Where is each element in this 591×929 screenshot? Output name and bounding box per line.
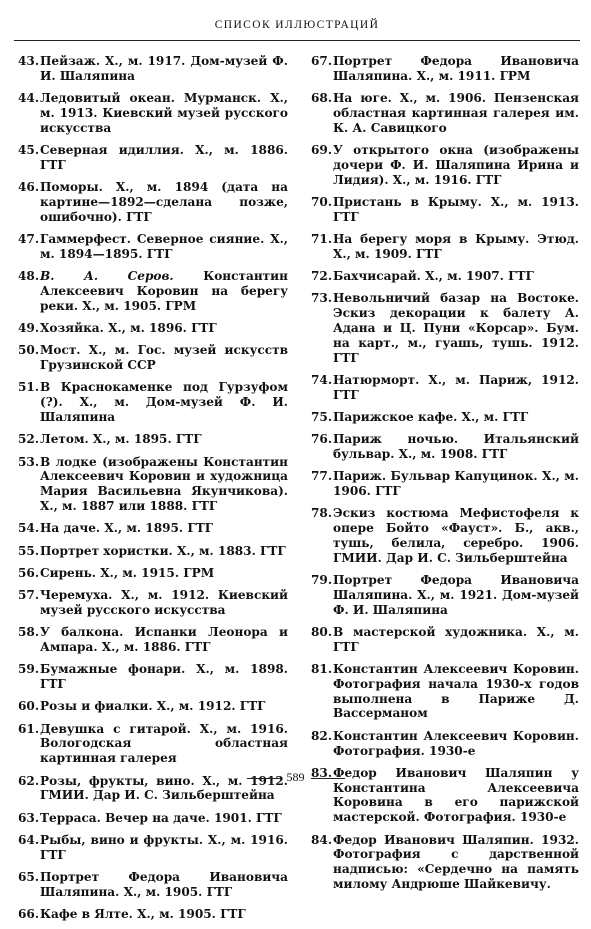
item-caption bbox=[40, 321, 288, 336]
list-item bbox=[18, 343, 288, 373]
item-text: Мост. Х., м. Гос. музей искусств Грузинской ССР bbox=[40, 343, 288, 373]
list-item bbox=[18, 625, 288, 655]
item-number: 79. bbox=[311, 573, 333, 588]
item-text: Париж ночью. Итальянский бульвар. Х., м. 1908. ГТГ bbox=[333, 432, 579, 462]
item-text: Константин Алексеевич Коровин. Фотография. 1930-е bbox=[333, 728, 579, 758]
item-caption bbox=[333, 195, 579, 225]
item-number: 47. bbox=[18, 231, 40, 246]
item-number: 65. bbox=[18, 870, 40, 885]
item-text: Рыбы, вино и фрукты. Х., м. 1916. ГТГ bbox=[40, 832, 288, 862]
item-number: 69. bbox=[311, 142, 333, 157]
item-number: 76. bbox=[311, 432, 333, 447]
item-text: Портрет Федора Ивановича Шаляпина. Х., м. 1911. ГРМ bbox=[333, 54, 579, 83]
list-item bbox=[311, 662, 579, 721]
item-caption bbox=[40, 143, 288, 173]
list-item bbox=[311, 232, 579, 262]
item-caption bbox=[333, 506, 579, 565]
item-text: Ледовитый океан. Мурманск. Х., м. 1913. Киевский музей русского искусства bbox=[40, 91, 288, 135]
list-item bbox=[18, 662, 288, 692]
item-caption bbox=[40, 907, 288, 922]
item-text: В мастерской художника. Х., м. ГТГ bbox=[333, 625, 579, 654]
item-caption bbox=[40, 180, 288, 224]
item-caption bbox=[333, 833, 579, 892]
item-text: Терраса. Вечер на даче. 1901. ГТГ bbox=[40, 810, 282, 825]
list-item bbox=[311, 833, 579, 892]
item-number: 68. bbox=[311, 91, 333, 106]
list-item bbox=[311, 469, 579, 499]
item-number: 73. bbox=[311, 291, 333, 306]
item-caption bbox=[333, 662, 579, 721]
item-caption bbox=[333, 432, 579, 462]
item-caption bbox=[40, 544, 288, 559]
list-item bbox=[18, 699, 288, 714]
item-caption bbox=[40, 811, 288, 826]
item-number: 81. bbox=[311, 662, 333, 677]
item-text: На берегу моря в Крыму. Этюд. Х., м. 1909. ГТГ bbox=[333, 231, 579, 261]
item-caption bbox=[333, 269, 579, 284]
item-number: 70. bbox=[311, 194, 333, 209]
item-caption bbox=[40, 833, 288, 863]
footer-rule-right bbox=[311, 778, 345, 779]
list-item bbox=[311, 506, 579, 565]
item-text: Константин Алексеевич Коровин. Фотография начала 1930-х годов выполнена в Париже Д. Вассерманом bbox=[333, 662, 579, 721]
item-text: Портрет Федора Ивановича Шаляпина. Х., м. 1905. ГТГ bbox=[40, 870, 288, 899]
item-number: 60. bbox=[18, 699, 40, 714]
list-item bbox=[18, 566, 288, 581]
item-text: Розы, фрукты, вино. Х., м. 1912. ГМИИ. Дар И. С. Зильберштейна bbox=[40, 773, 288, 803]
item-number: 74. bbox=[311, 372, 333, 387]
item-caption bbox=[40, 588, 288, 618]
item-text: Натюрморт. Х., м. Париж, 1912. ГТГ bbox=[333, 372, 579, 402]
item-number: 61. bbox=[18, 721, 40, 736]
item-text: На юге. Х., м. 1906. Пензенская областная картинная галерея им. К. А. Савицкого bbox=[333, 91, 579, 135]
item-caption bbox=[333, 91, 579, 135]
list-item bbox=[311, 432, 579, 462]
list-item bbox=[18, 588, 288, 618]
item-caption bbox=[333, 291, 579, 365]
list-item bbox=[18, 833, 288, 863]
item-number: 57. bbox=[18, 588, 40, 603]
item-caption bbox=[40, 699, 288, 714]
header-title: СПИСОК ИЛЛЮСТРАЦИЙ bbox=[214, 19, 380, 31]
item-text: Портрет хористки. Х., м. 1883. ГТГ bbox=[40, 543, 286, 558]
item-number: 84. bbox=[311, 832, 333, 847]
list-item bbox=[311, 91, 579, 135]
item-caption bbox=[333, 410, 579, 425]
item-number: 52. bbox=[18, 432, 40, 447]
item-text: Поморы. Х., м. 1894 (дата на картине—1892—сделана позже, ошибочно). ГТГ bbox=[40, 180, 288, 224]
item-text: Париж. Бульвар Капуцинок. Х., м. 1906. ГТГ bbox=[333, 469, 579, 499]
list-item bbox=[311, 291, 579, 365]
list-item bbox=[18, 91, 288, 135]
list-item bbox=[18, 907, 288, 922]
item-number: 44. bbox=[18, 91, 40, 106]
item-text: Невольничий базар на Востоке. Эскиз декорации к балету А. Адана и Ц. Пуни «Корсар». Бум. на карт., м., гуашь, тушь. 1912. ГТГ bbox=[333, 291, 579, 365]
list-item bbox=[18, 811, 288, 826]
list-item bbox=[18, 455, 288, 514]
item-number: 66. bbox=[18, 907, 40, 922]
list-item bbox=[18, 722, 288, 766]
item-caption bbox=[40, 269, 288, 313]
item-text: Розы и фиалки. Х., м. 1912. ГТГ bbox=[40, 699, 266, 714]
list-item bbox=[18, 180, 288, 224]
item-caption bbox=[333, 373, 579, 403]
item-caption bbox=[40, 870, 288, 900]
item-text: Сирень. Х., м. 1915. ГРМ bbox=[40, 565, 215, 580]
item-text: Пейзаж. Х., м. 1917. Дом-музей Ф. И. Шаляпина bbox=[40, 54, 288, 83]
list-item bbox=[311, 54, 579, 84]
item-number: 82. bbox=[311, 728, 333, 743]
list-item bbox=[18, 54, 288, 84]
item-text: Пристань в Крыму. Х., м. 1913. ГТГ bbox=[333, 194, 579, 224]
item-number: 83. bbox=[311, 765, 333, 780]
item-number: 71. bbox=[311, 231, 333, 246]
item-caption bbox=[40, 91, 288, 135]
item-caption bbox=[333, 232, 579, 262]
item-caption bbox=[40, 380, 288, 424]
item-text: Гаммерфест. Северное сияние. Х., м. 1894—1895. ГТГ bbox=[40, 231, 288, 261]
item-number: 78. bbox=[311, 506, 333, 521]
item-number: 50. bbox=[18, 343, 40, 358]
item-caption bbox=[40, 722, 288, 766]
item-number: 53. bbox=[18, 454, 40, 469]
item-number: 49. bbox=[18, 320, 40, 335]
item-text: Летом. Х., м. 1895. ГТГ bbox=[40, 432, 202, 447]
item-text: У открытого окна (изображены дочери Ф. И. Шаляпина Ирина и Лидия). Х., м. 1916. ГТГ bbox=[333, 142, 579, 187]
item-number: 59. bbox=[18, 662, 40, 677]
item-text: Бахчисарай. Х., м. 1907. ГТГ bbox=[333, 269, 534, 284]
item-number: 45. bbox=[18, 142, 40, 157]
item-caption bbox=[40, 343, 288, 373]
running-header bbox=[14, 8, 580, 41]
list-item bbox=[18, 544, 288, 559]
item-text: Федор Иванович Шаляпин у Константина Алексеевича Коровина в его парижской мастерской. Фотография. 1930-е bbox=[333, 765, 579, 825]
item-number: 72. bbox=[311, 269, 333, 284]
item-number: 75. bbox=[311, 409, 333, 424]
item-text: В лодке (изображены Константин Алексеевич Коровин и художница Мария Васильевна Якунчикова). Х., м. 1887 или 1888. ГТГ bbox=[40, 454, 288, 513]
list-item bbox=[311, 410, 579, 425]
list-item bbox=[311, 269, 579, 284]
item-number: 56. bbox=[18, 565, 40, 580]
item-text: Портрет Федора Ивановича Шаляпина. Х., м. 1921. Дом-музей Ф. И. Шаляпина bbox=[333, 573, 579, 617]
item-caption bbox=[333, 143, 579, 187]
list-item bbox=[311, 195, 579, 225]
list-item bbox=[18, 380, 288, 424]
item-number: 80. bbox=[311, 625, 333, 639]
item-caption bbox=[40, 521, 288, 536]
list-item bbox=[18, 269, 288, 313]
item-number: 55. bbox=[18, 543, 40, 558]
item-number: 63. bbox=[18, 810, 40, 825]
list-item bbox=[18, 143, 288, 173]
item-text: Парижское кафе. Х., м. ГТГ bbox=[333, 409, 529, 424]
item-text: Девушка с гитарой. Х., м. 1916. Вологодская областная картинная галерея bbox=[40, 721, 288, 766]
item-text: Константин Алексеевич Коровин на берегу реки. Х., м. 1905. ГРМ bbox=[40, 269, 288, 313]
list-item bbox=[18, 521, 288, 536]
item-number: 54. bbox=[18, 521, 40, 536]
list-item bbox=[18, 870, 288, 900]
item-number: 48. bbox=[18, 269, 40, 284]
item-caption bbox=[333, 573, 579, 617]
illustration-list-left-column bbox=[18, 54, 288, 929]
list-item bbox=[311, 573, 579, 617]
list-item bbox=[311, 729, 579, 759]
item-caption bbox=[40, 54, 288, 84]
item-number: 43. bbox=[18, 54, 40, 68]
page-footer bbox=[0, 770, 591, 785]
item-number: 64. bbox=[18, 832, 40, 847]
item-caption bbox=[333, 729, 579, 759]
item-text: На даче. Х., м. 1895. ГТГ bbox=[40, 521, 214, 536]
item-text: У балкона. Испанки Леонора и Ампара. Х., м. 1886. ГТГ bbox=[40, 625, 288, 654]
item-text: Северная идиллия. Х., м. 1886. ГТГ bbox=[40, 142, 288, 172]
item-number: 62. bbox=[18, 773, 40, 788]
list-item bbox=[18, 432, 288, 447]
item-number: 77. bbox=[311, 469, 333, 484]
item-text: Хозяйка. Х., м. 1896. ГТГ bbox=[40, 320, 217, 335]
item-number: 58. bbox=[18, 625, 40, 640]
item-caption bbox=[333, 54, 579, 84]
list-item bbox=[311, 143, 579, 187]
item-caption bbox=[40, 662, 288, 692]
item-caption bbox=[40, 432, 288, 447]
list-item bbox=[311, 625, 579, 655]
item-number: 46. bbox=[18, 180, 40, 195]
item-caption bbox=[333, 469, 579, 499]
item-number: 67. bbox=[311, 54, 333, 68]
item-caption bbox=[40, 566, 288, 581]
item-caption bbox=[40, 455, 288, 514]
item-text: Кафе в Ялте. Х., м. 1905. ГТГ bbox=[40, 907, 246, 922]
list-item bbox=[18, 321, 288, 336]
page-number: 589 bbox=[286, 770, 305, 784]
item-text: Эскиз костюма Мефистофеля к опере Бойто «Фауст». Б., акв., тушь, белила, серебро. 1906. ГМИИ. Дар И. С. Зильберштейна bbox=[333, 506, 579, 565]
list-item bbox=[18, 232, 288, 262]
item-caption bbox=[40, 232, 288, 262]
item-text: Федор Иванович Шаляпин. 1932. Фотография с дарственной надписью: «Сердечно на память милому Андрюше Шайкевичу. bbox=[333, 832, 579, 891]
item-text: Черемуха. Х., м. 1912. Киевский музей русского искусства bbox=[40, 588, 288, 617]
item-caption bbox=[40, 625, 288, 655]
item-caption bbox=[333, 625, 579, 655]
footer-rule-left bbox=[247, 778, 281, 779]
item-text: Бумажные фонари. Х., м. 1898. ГТГ bbox=[40, 662, 288, 692]
item-text: В Краснокаменке под Гурзуфом (?). Х., м. Дом-музей Ф. И. Шаляпина bbox=[40, 380, 288, 424]
item-number: 51. bbox=[18, 380, 40, 395]
list-item bbox=[311, 373, 579, 403]
item-author: В. А. Серов. bbox=[40, 269, 174, 284]
